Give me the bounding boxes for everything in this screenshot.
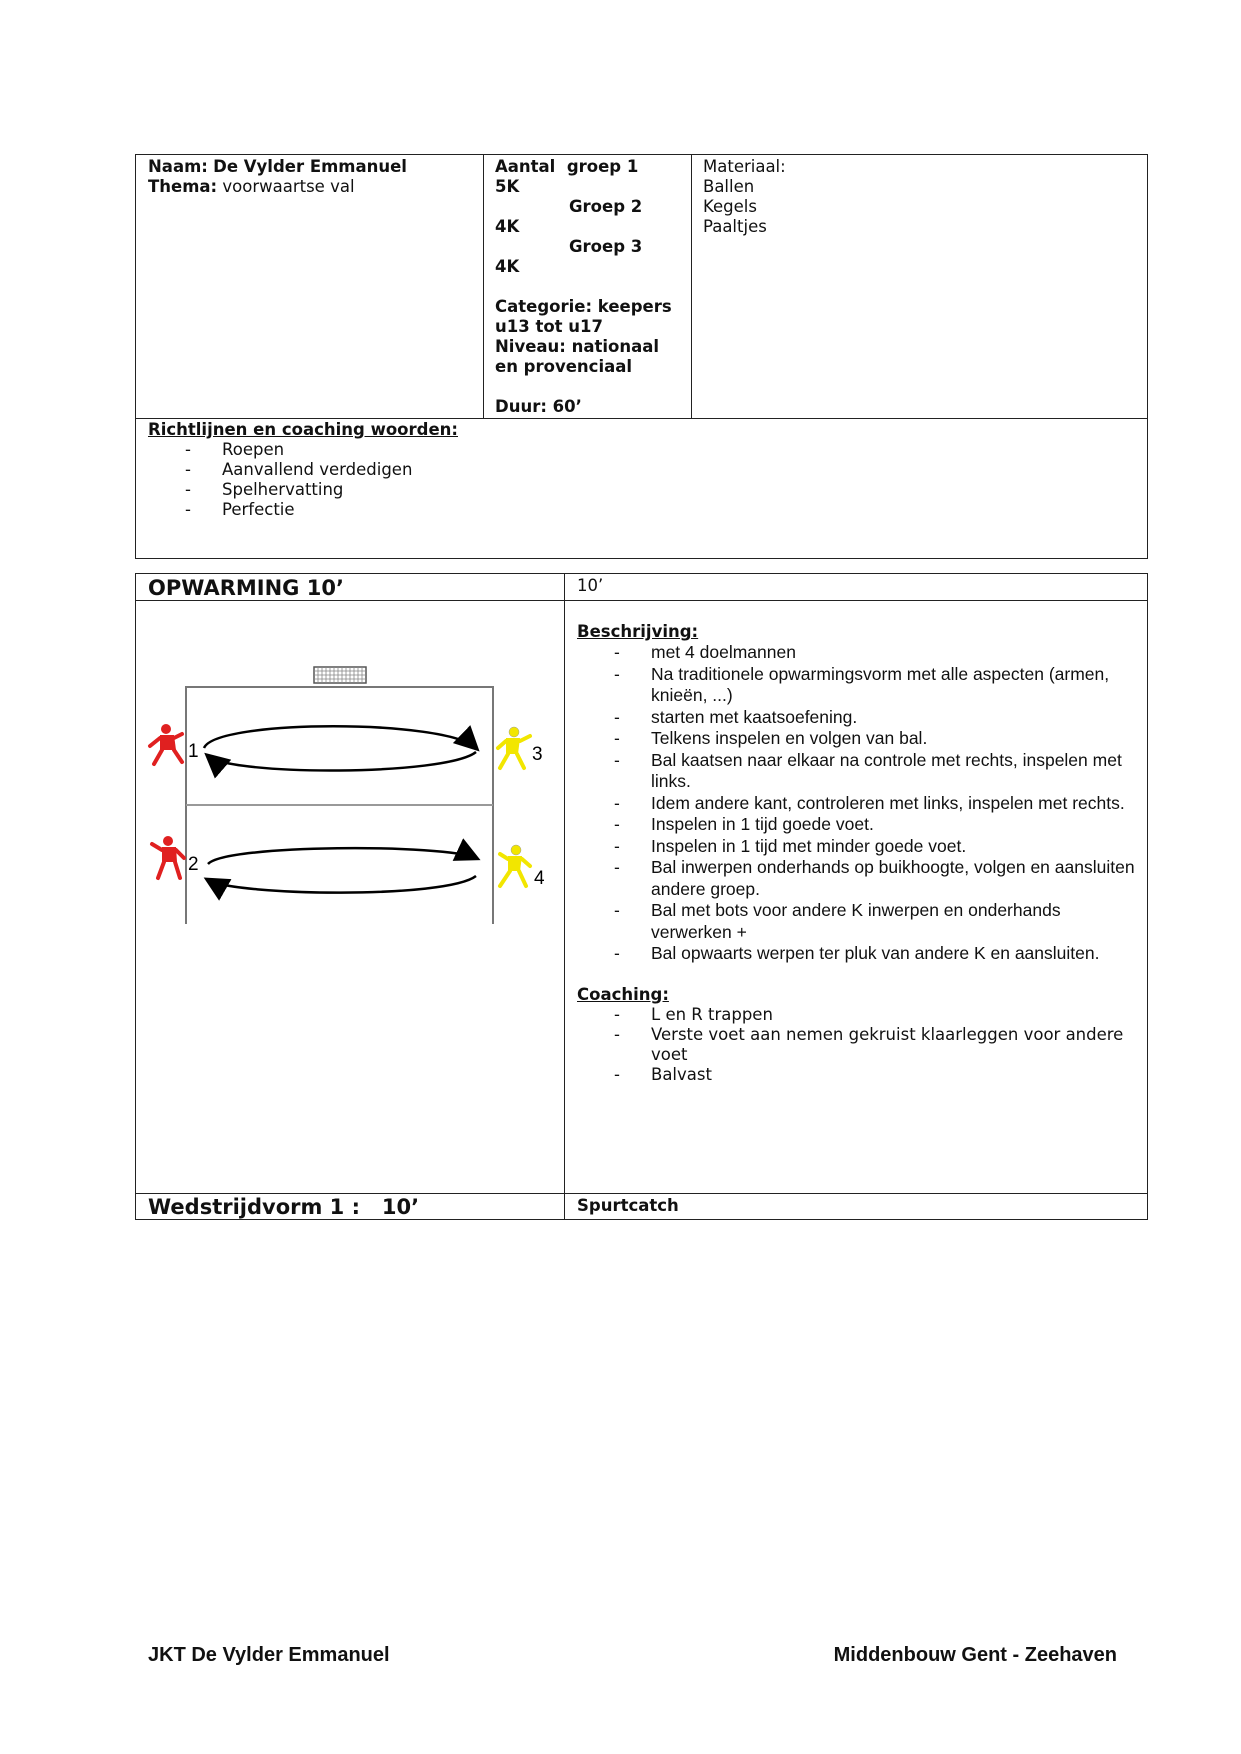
wedstrijdvorm-name: Spurtcatch — [577, 1196, 679, 1215]
list-item: - Balvast — [577, 1065, 1142, 1085]
player-yellow-icon — [500, 845, 530, 886]
player-label: 4 — [534, 868, 545, 889]
categorie-line2: u13 tot u17 — [495, 317, 604, 336]
materiaal-item: Ballen — [703, 177, 755, 196]
naam-value: De Vylder Emmanuel — [213, 157, 407, 176]
beschrijving-list — [577, 642, 1142, 965]
list-item: - Roepen — [148, 440, 1128, 460]
richtlijnen-list — [148, 440, 1128, 520]
list-item: - Spelhervatting — [148, 480, 1128, 500]
aantal-label: Aantal — [495, 157, 556, 176]
groep1-value: 5K — [495, 177, 520, 196]
player-red-icon — [150, 724, 182, 764]
list-item: - Bal opwaarts werpen ter pluk van andere K en aansluiten. — [577, 943, 1142, 965]
aantal-cell — [495, 157, 690, 417]
coaching-title: Coaching: — [577, 984, 669, 1004]
niveau-line1: Niveau: nationaal — [495, 337, 660, 356]
header-table — [135, 154, 1148, 559]
list-item: - Na traditionele opwarmingsvorm met alle aspecten (armen, knieën, ...) — [577, 664, 1142, 707]
groep2-label: Groep 2 — [569, 197, 643, 216]
materiaal-item: Paaltjes — [703, 217, 767, 236]
list-item: - Telkens inspelen en volgen van bal. — [577, 728, 1142, 750]
pass-arrow — [208, 848, 476, 864]
groep1-label: groep 1 — [566, 157, 639, 176]
divider — [483, 155, 484, 419]
list-item: - Inspelen in 1 tijd met minder goede voet. — [577, 836, 1142, 858]
player-label: 1 — [188, 741, 199, 762]
naam-label: Naam: — [148, 157, 208, 176]
list-item: - Verste voet aan nemen gekruist klaarleggen voor andere voet — [577, 1025, 1142, 1065]
beschrijving-title: Beschrijving: — [577, 622, 699, 641]
materiaal-cell — [703, 157, 1133, 237]
exercise-diagram — [146, 664, 556, 924]
coaching-list — [577, 1005, 1142, 1085]
groep2-value: 4K — [495, 217, 520, 236]
goal-icon — [314, 667, 366, 683]
divider — [136, 418, 1147, 419]
list-item: - Inspelen in 1 tijd goede voet. — [577, 814, 1142, 836]
opwarming-table — [135, 573, 1148, 1220]
pass-arrow — [208, 876, 476, 893]
divider — [564, 574, 565, 1219]
opwarming-title: OPWARMING 10’ — [148, 576, 344, 600]
list-item: - Perfectie — [148, 500, 1128, 520]
categorie-line1: Categorie: keepers — [495, 297, 672, 316]
duur: Duur: 60’ — [495, 397, 582, 416]
beschrijving-cell — [577, 622, 1142, 1085]
wedstrijdvorm-title: Wedstrijdvorm 1 : 10’ — [148, 1195, 420, 1219]
pass-arrow — [204, 726, 476, 748]
footer-left: JKT De Vylder Emmanuel — [148, 1644, 390, 1666]
list-item: - Bal inwerpen onderhands op buikhoogte, volgen en aansluiten andere groep. — [577, 857, 1142, 900]
richtlijnen-title: Richtlijnen en coaching woorden: — [148, 420, 458, 439]
field-diagram — [146, 664, 556, 924]
divider — [691, 155, 692, 419]
groep3-label: Groep 3 — [569, 237, 643, 256]
list-item: - met 4 doelmannen — [577, 642, 1142, 664]
list-item: - Idem andere kant, controleren met links, inspelen met rechts. — [577, 793, 1142, 815]
list-item: - Aanvallend verdedigen — [148, 460, 1128, 480]
list-item: - starten met kaatsoefening. — [577, 707, 1142, 729]
player-red-icon — [152, 836, 184, 878]
thema-value: voorwaartse val — [222, 177, 355, 196]
richtlijnen-cell — [148, 420, 1128, 520]
materiaal-item: Kegels — [703, 197, 757, 216]
footer-right: Middenbouw Gent - Zeehaven — [833, 1644, 1117, 1666]
thema-label: Thema: — [148, 177, 218, 196]
list-item: - Bal met bots voor andere K inwerpen en onderhands verwerken + — [577, 900, 1142, 943]
player-label: 3 — [532, 744, 543, 765]
naam-thema-cell — [148, 157, 478, 197]
player-label: 2 — [188, 854, 199, 875]
opwarming-duration: 10’ — [577, 576, 604, 595]
player-yellow-icon — [498, 727, 530, 768]
pass-arrow — [208, 752, 476, 771]
niveau-line2: en provenciaal — [495, 357, 633, 376]
list-item: - L en R trappen — [577, 1005, 1142, 1025]
materiaal-title: Materiaal: — [703, 157, 786, 176]
groep3-value: 4K — [495, 257, 520, 276]
list-item: - Bal kaatsen naar elkaar na controle met rechts, inspelen met links. — [577, 750, 1142, 793]
